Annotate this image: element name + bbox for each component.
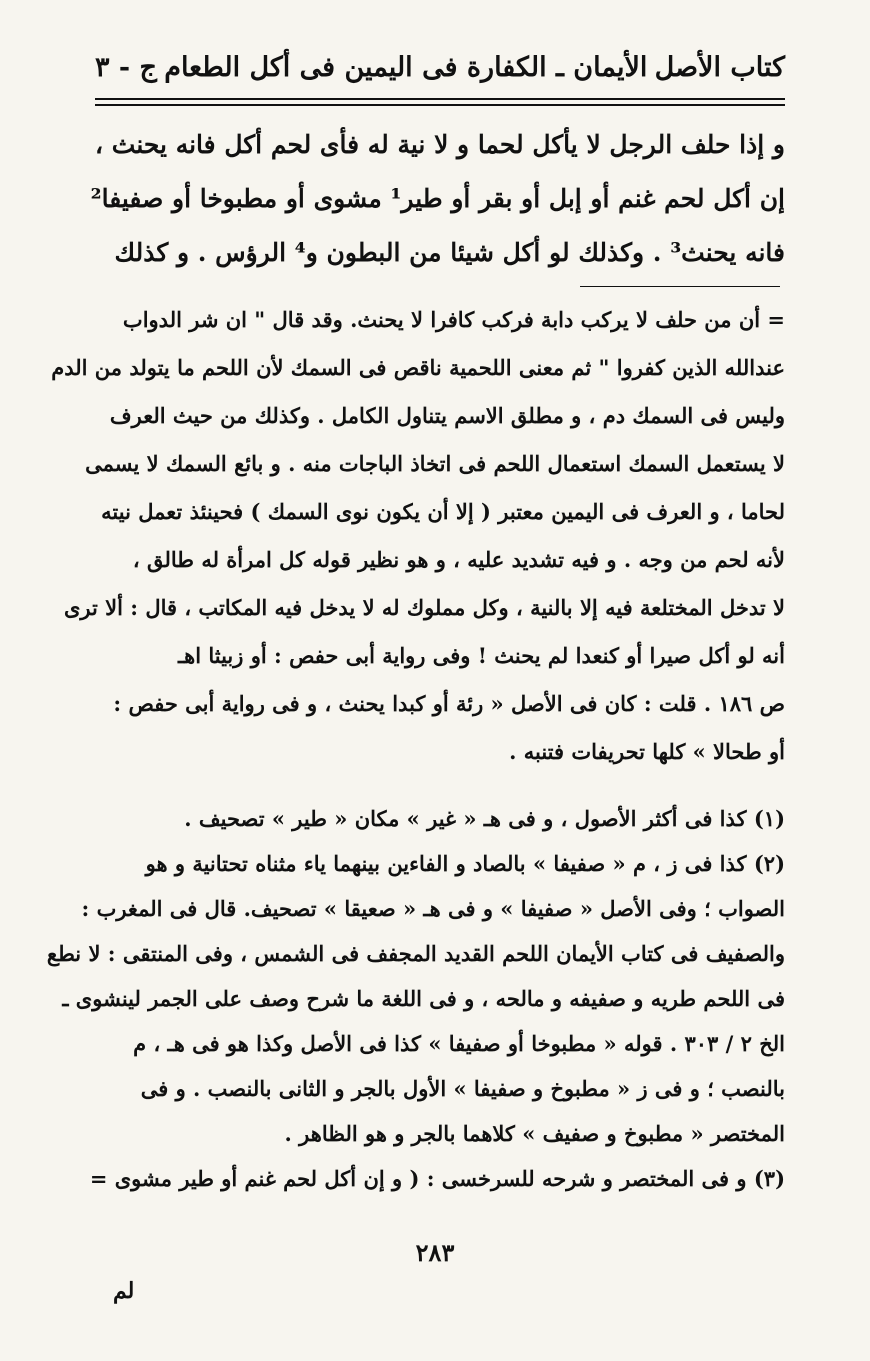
continuation-line: لأنه لحم من وجه . و فيه تشديد عليه ، و هو نظير قوله كل امرأة له طالق ، [132, 547, 785, 572]
footnote-line: بالنصب ؛ و فى ز « مطبوخ و صفيفا » الأول بالجر و الثانى بالنصب . و فى [140, 1076, 785, 1101]
continuation-line: لا يستعمل السمك استعمال اللحم فى اتخاذ الباجات منه . و بائع السمك لا يسمى [85, 451, 785, 476]
footnote-line: (٢) كذا فى ز ، م « صفيفا » بالصاد و الفاءين بينهما ياء مثناه تحتانية و هو [145, 851, 785, 876]
footnotes [46, 796, 785, 1201]
book-title: كتاب الأصل [654, 51, 785, 83]
continuation-line: عندالله الذين كفروا " ثم معنى اللحمية ناقص فى السمك لأن اللحم ما يتولد من الدم [51, 355, 785, 380]
page-number: ٢٨٣ [415, 1238, 455, 1267]
continuation-line: = أن من حلف لا يركب دابة فركب كافرا لا يحنث. وقد قال " ان شر الدواب [122, 307, 785, 332]
footnote-separator [580, 286, 780, 287]
main-text [90, 118, 785, 280]
footnote-1 [95, 796, 785, 841]
continuation-line: لا تدخل المختلعة فيه إلا بالنية ، وكل مملوك له لا يدخل فيه المكاتب ، قال : ألا ترى [63, 595, 785, 620]
continuation-line: أو طحالا » كلها تحريفات فتنبه . [509, 739, 785, 764]
main-text-line: فانه يحنث³ . وكذلك لو أكل شيئا من البطون و⁴ الرؤس . و كذلك [114, 238, 785, 267]
footnote-line: الخ ٢ / ٣٠٣ . قوله « مطبوخا أو صفيفا » كذا فى الأصل وكذا هو فى هـ ، م [133, 1031, 785, 1056]
chapter-title: الأيمان ـ الكفارة فى اليمين فى أكل الطعام [164, 51, 648, 83]
continuation-line: لحاما ، و العرف فى اليمين معتبر ( إلا أن يكون نوى السمك ) فحينئذ تعمل نيته [101, 499, 785, 524]
header-rule-bottom [95, 104, 785, 106]
footnote-line: (١) كذا فى أكثر الأصول ، و فى هـ « غير » مكان « طير » تصحيف . [184, 806, 785, 831]
footnote-line: والصفيف فى كتاب الأيمان اللحم القديد المجفف فى الشمس ، وفى المنتقى : لا نطع [46, 941, 785, 966]
footnote-line: الصواب ؛ وفى الأصل « صفيفا » و فى هـ « صعيقا » تصحيف. قال فى المغرب : [81, 896, 785, 921]
header-rule-top [95, 98, 785, 100]
continuation-line: وليس فى السمك دم ، و مطلق الاسم يتناول الكامل . وكذلك من حيث العرف [109, 403, 785, 428]
running-header [95, 44, 785, 90]
footnote-3 [89, 1156, 785, 1201]
footnote-2 [46, 841, 785, 1156]
catchword: لم [113, 1278, 135, 1304]
footnote-continuation [51, 296, 785, 776]
footnote-line: المختصر « مطبوخ و صفيف » كلاهما بالجر و هو الظاهر . [284, 1121, 785, 1146]
continuation-line: ص ١٨٦ . قلت : كان فى الأصل « رئة أو كبدا يحنث ، و فى رواية أبى حفص : [113, 691, 785, 716]
main-text-line: و إذا حلف الرجل لا يأكل لحما و لا نية له فأى لحم أكل فانه يحنث ، [95, 130, 785, 159]
volume-number: ج - ٣ [95, 51, 157, 83]
footnote-line: فى اللحم طريه و صفيفه و مالحه ، و فى اللغة ما شرح وصف على الجمر لينشوى ـ [62, 986, 785, 1011]
continuation-line: أنه لو أكل صيرا أو كنعدا لم يحنث ! وفى رواية أبى حفص : أو زبيثا اهـ [177, 643, 785, 668]
main-text-line: إن أكل لحم غنم أو إبل أو بقر أو طير¹ مشوى أو مطبوخا أو صفيفا² [90, 184, 785, 213]
footnote-line: (٣) و فى المختصر و شرحه للسرخسى : ( و إن أكل لحم غنم أو طير مشوى = [89, 1166, 785, 1191]
